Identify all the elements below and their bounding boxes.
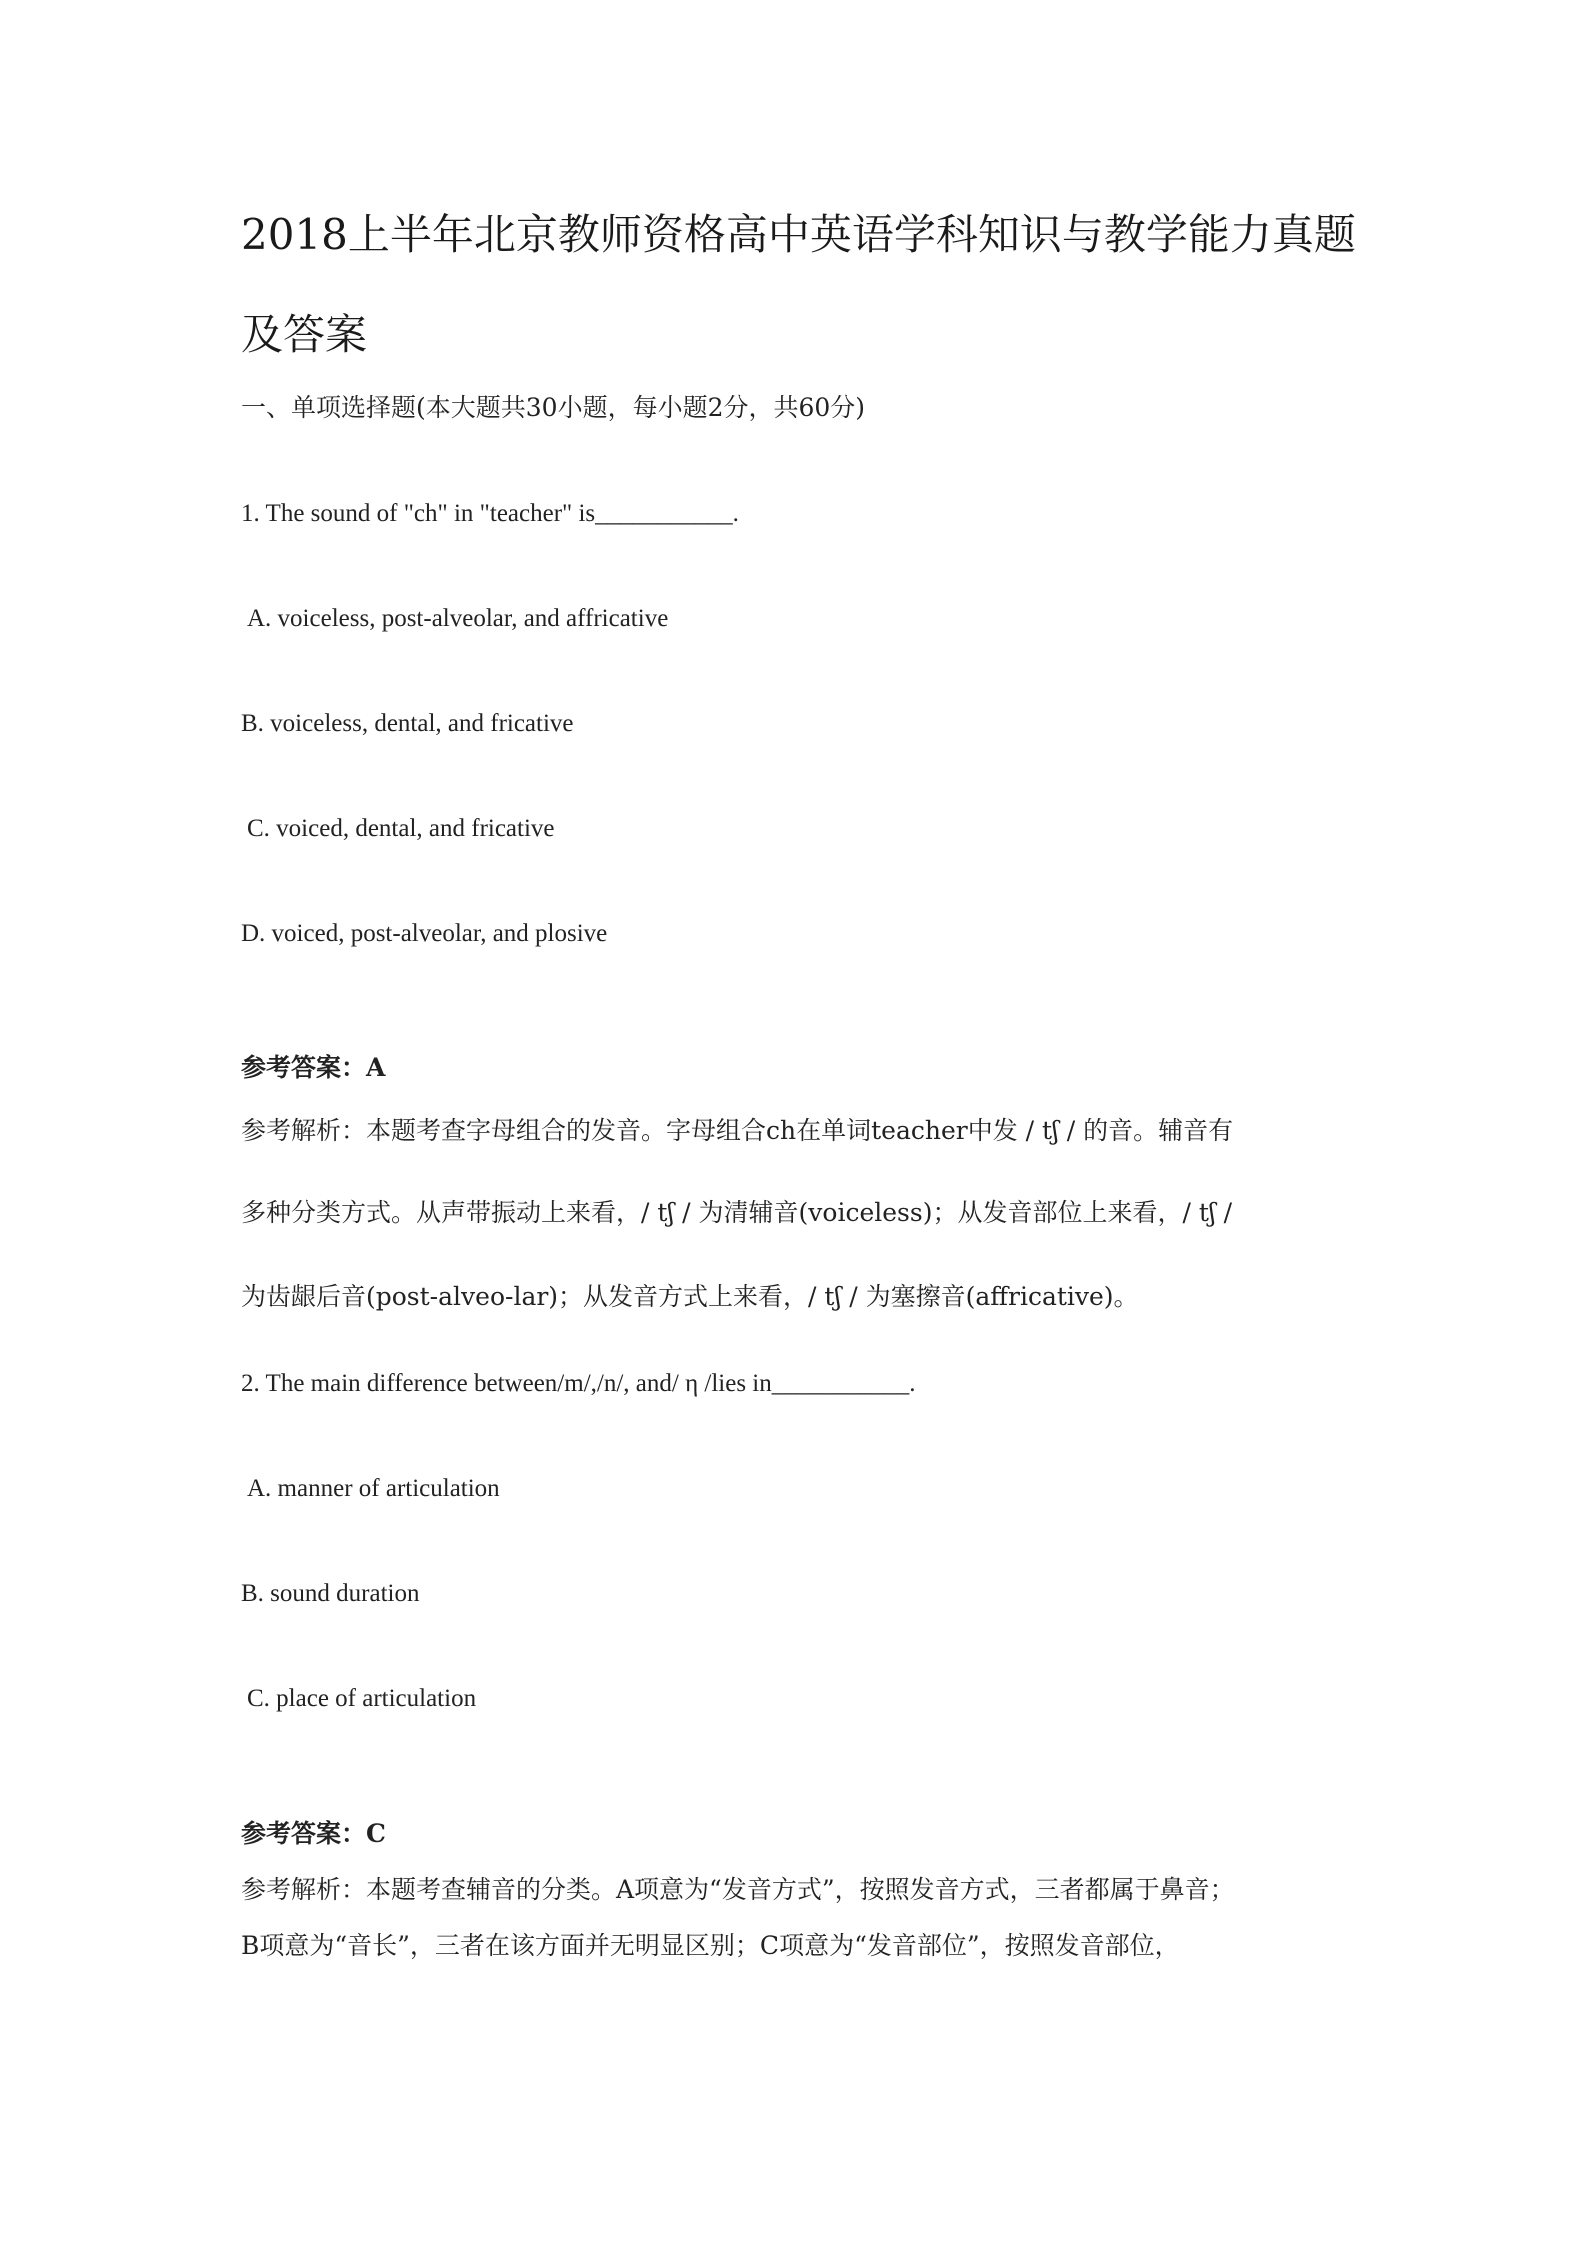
question-1-analysis-line: 参考解析：本题考查字母组合的发音。字母组合ch在单词teacher中发 / tʃ / 的音。辅音有	[241, 1116, 1234, 1145]
question-2-stem: 2. The main difference between/m/,/n/, and/ η /lies in___________.	[241, 1370, 916, 1397]
question-1-option-a: A. voiceless, post-alveolar, and affricative	[247, 605, 669, 632]
question-1-option-d: D. voiced, post-alveolar, and plosive	[241, 920, 608, 947]
question-1-analysis-line: 多种分类方式。从声带振动上来看，/ tʃ / 为清辅音(voiceless)；从发音部位上来看，/ tʃ /	[241, 1198, 1233, 1227]
question-1-option-b: B. voiceless, dental, and fricative	[241, 710, 574, 737]
question-2-analysis-line: 参考解析：本题考查辅音的分类。A项意为“发音方式”，按照发音方式，三者都属于鼻音；	[241, 1875, 1235, 1904]
question-1-answer: 参考答案：A	[241, 1053, 386, 1082]
question-2-option-b: B. sound duration	[241, 1580, 420, 1607]
section-heading: 一、单项选择题(本大题共30小题，每小题2分，共60分)	[241, 393, 866, 422]
question-2-option-c: C. place of articulation	[247, 1685, 477, 1712]
question-1-option-c: C. voiced, dental, and fricative	[247, 815, 555, 842]
document-title: 2018上半年北京教师资格高中英语学科知识与教学能力真题及答案	[241, 210, 1356, 359]
question-1-stem: 1. The sound of "ch" in "teacher" is___________.	[241, 500, 739, 527]
question-2-analysis-line: B项意为“音长”，三者在该方面并无明显区别；C项意为“发音部位”，按照发音部位，	[241, 1931, 1180, 1960]
question-1-analysis-line: 为齿龈后音(post-alveo-lar)；从发音方式上来看，/ tʃ / 为塞擦音(affricative)。	[241, 1282, 1139, 1311]
question-2-option-a: A. manner of articulation	[247, 1475, 500, 1502]
question-2-answer: 参考答案：C	[241, 1819, 386, 1848]
